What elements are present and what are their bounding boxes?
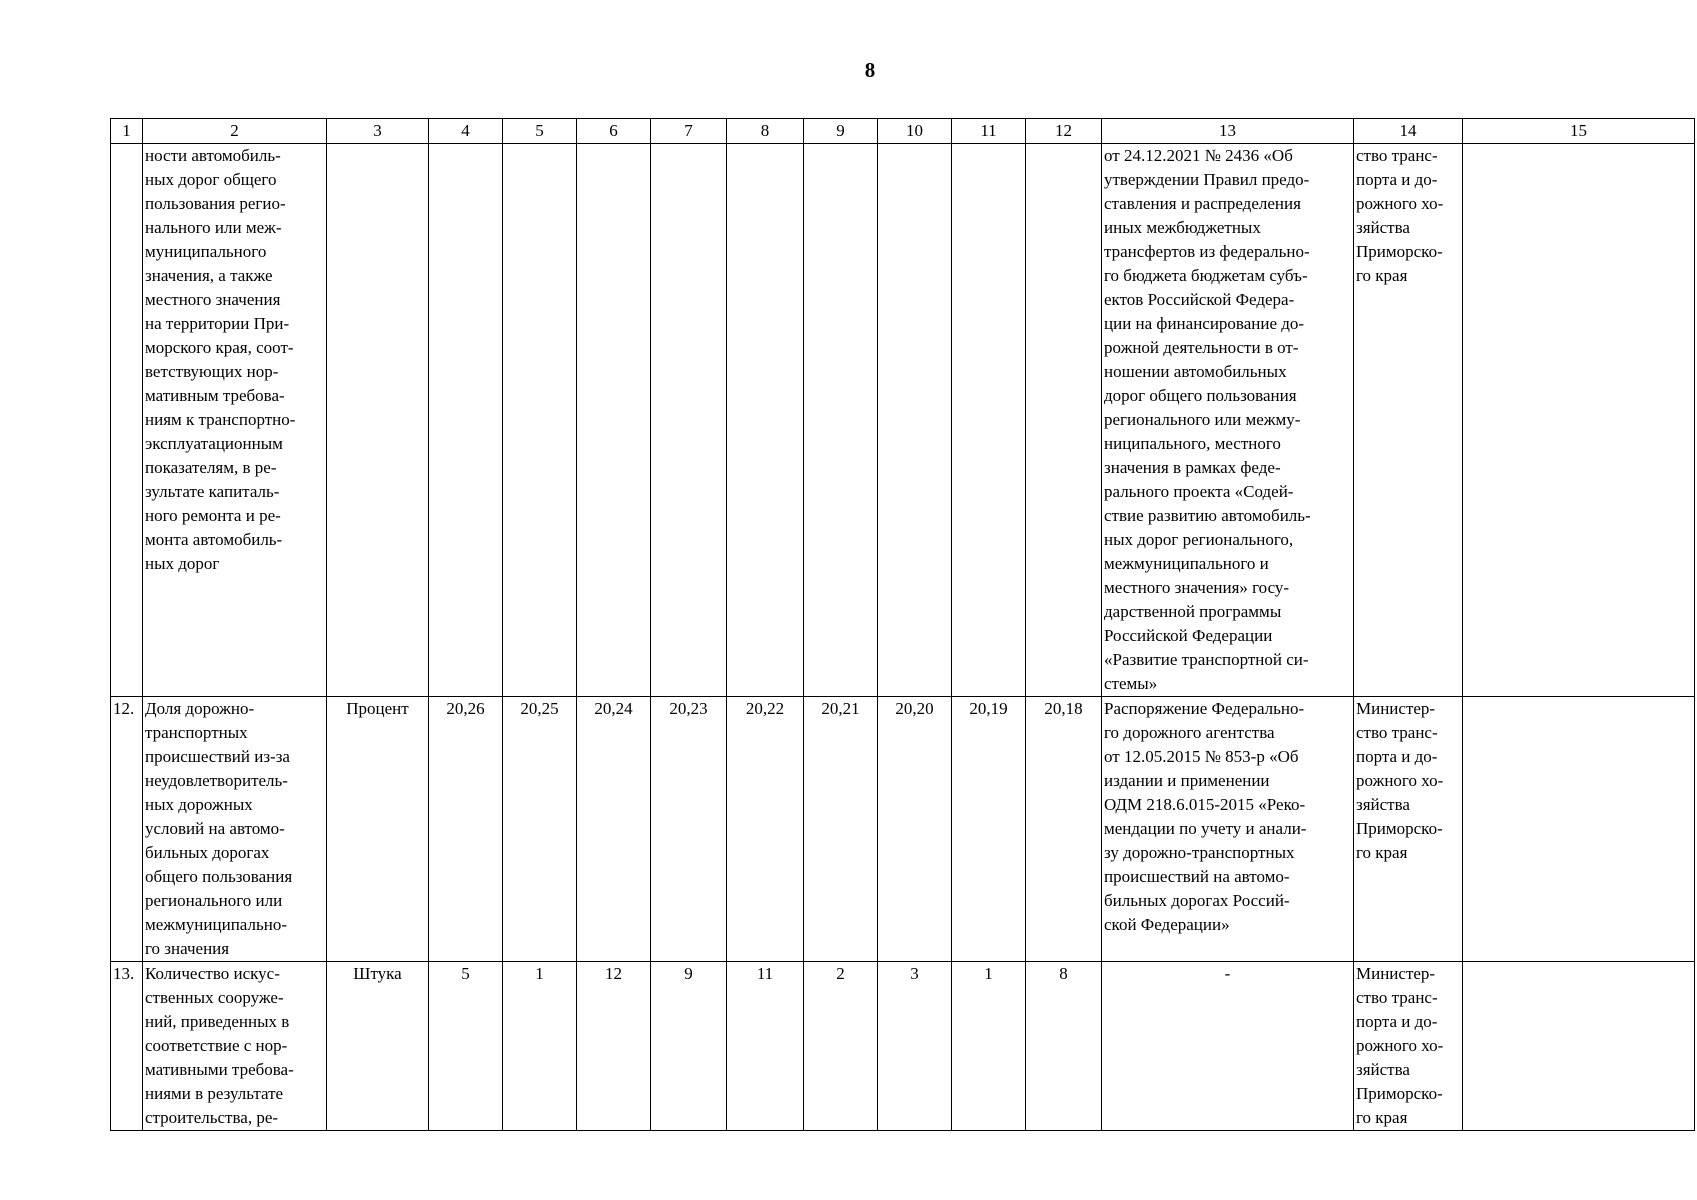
text-line: трансфертов из федерально- [1104, 242, 1310, 261]
value-cell: 20,22 [727, 697, 804, 962]
value-cell: 11 [727, 962, 804, 1131]
value-cell [878, 144, 952, 697]
text-line: местного значения [145, 290, 281, 309]
indicator-name-cell [143, 962, 327, 1131]
text-line: зяйства [1356, 218, 1410, 237]
text-line: бильных дорогах Россий- [1104, 891, 1290, 910]
text-line: Российской Федерации [1104, 626, 1273, 645]
text-line: ного ремонта и ре- [145, 506, 281, 525]
text-line: Доля дорожно- [145, 699, 255, 718]
text-line: Приморско- [1356, 242, 1443, 261]
text-line: го значения [145, 939, 230, 958]
text-line: ство транс- [1356, 723, 1438, 742]
text-line: зу дорожно-транспортных [1104, 843, 1295, 862]
text-line: ных дорог регионального, [1104, 530, 1294, 549]
text-line: - [1224, 964, 1231, 983]
text-line: ных дорожных [145, 795, 253, 814]
header-cell: 2 [143, 119, 327, 144]
text-line: мендации по учету и анали- [1104, 819, 1307, 838]
text-line: ных дорог общего [145, 170, 277, 189]
unit-cell: Процент [327, 697, 429, 962]
header-cell: 4 [429, 119, 503, 144]
value-cell: 9 [651, 962, 727, 1131]
responsible-cell [1354, 697, 1463, 962]
text-line: ство транс- [1356, 146, 1438, 165]
value-cell [727, 144, 804, 697]
header-cell: 6 [577, 119, 651, 144]
text-line: рожного хо- [1356, 1036, 1444, 1055]
text-line: ции на финансирование до- [1104, 314, 1305, 333]
text-line: го края [1356, 843, 1408, 862]
header-cell: 1 [111, 119, 143, 144]
text-line: эксплуатационным [145, 434, 283, 453]
text-line: го бюджета бюджетам субъ- [1104, 266, 1308, 285]
text-line: условий на автомо- [145, 819, 285, 838]
text-line: Министер- [1356, 964, 1436, 983]
text-line: го края [1356, 266, 1408, 285]
text-line: мативными требова- [145, 1060, 294, 1079]
header-cell: 7 [651, 119, 727, 144]
text-line: транспортных [145, 723, 248, 742]
text-line: ственных сооруже- [145, 988, 284, 1007]
header-cell: 9 [804, 119, 878, 144]
text-line: рального проекта «Содей- [1104, 482, 1294, 501]
value-cell [429, 144, 503, 697]
value-cell [503, 144, 577, 697]
text-line: порта и до- [1356, 170, 1438, 189]
text-line: издании и применении [1104, 771, 1270, 790]
text-line: неудовлетворитель- [145, 771, 288, 790]
text-line: местного значения» госу- [1104, 578, 1290, 597]
text-line: ниями в результате [145, 1084, 284, 1103]
header-cell: 3 [327, 119, 429, 144]
indicator-table [110, 118, 1695, 1131]
text-line: го дорожного агентства [1104, 723, 1275, 742]
text-line: показателям, в ре- [145, 458, 277, 477]
header-cell: 13 [1102, 119, 1354, 144]
text-line: межмуниципального и [1104, 554, 1269, 573]
text-line: ниям к транспортно- [145, 410, 296, 429]
text-line: муниципального [145, 242, 267, 261]
text-line: ности автомобиль- [145, 146, 281, 165]
text-line: зяйства [1356, 795, 1410, 814]
value-cell: 8 [1026, 962, 1102, 1131]
value-cell: 1 [952, 962, 1026, 1131]
table-row [111, 962, 1695, 1131]
text-line: происшествий из-за [145, 747, 290, 766]
row-number-cell: 13. [111, 962, 143, 1131]
indicator-name-cell [143, 697, 327, 962]
value-cell: 20,26 [429, 697, 503, 962]
value-cell: 1 [503, 962, 577, 1131]
value-cell: 5 [429, 962, 503, 1131]
text-line: Приморско- [1356, 1084, 1443, 1103]
text-line: строительства, ре- [145, 1108, 279, 1127]
header-cell: 10 [878, 119, 952, 144]
text-line: пользования регио- [145, 194, 286, 213]
value-cell: 12 [577, 962, 651, 1131]
text-line: ектов Российской Федера- [1104, 290, 1295, 309]
text-line: иных межбюджетных [1104, 218, 1261, 237]
value-cell [804, 144, 878, 697]
text-line: рожной деятельности в от- [1104, 338, 1299, 357]
value-cell [651, 144, 727, 697]
text-line: общего пользования [145, 867, 293, 886]
text-line: утверждении Правил предо- [1104, 170, 1310, 189]
table-row [111, 697, 1695, 962]
text-line: значения, а также [145, 266, 273, 285]
text-line: на территории При- [145, 314, 290, 333]
value-cell [1026, 144, 1102, 697]
header-cell: 11 [952, 119, 1026, 144]
text-line: ниципального, местного [1104, 434, 1281, 453]
row-number-cell [111, 144, 143, 697]
column-number-header [111, 119, 1695, 144]
text-line: ношении автомобильных [1104, 362, 1287, 381]
value-cell: 3 [878, 962, 952, 1131]
text-line: Министер- [1356, 699, 1436, 718]
text-line: происшествий на автомо- [1104, 867, 1290, 886]
row-number-cell: 12. [111, 697, 143, 962]
text-line: регионального или [145, 891, 283, 910]
value-cell: 20,21 [804, 697, 878, 962]
header-cell: 12 [1026, 119, 1102, 144]
responsible-cell [1354, 962, 1463, 1131]
text-line: регионального или межму- [1104, 410, 1301, 429]
value-cell: 20,20 [878, 697, 952, 962]
indicator-name-cell [143, 144, 327, 697]
text-line: бильных дорогах [145, 843, 270, 862]
value-cell: 20,19 [952, 697, 1026, 962]
text-line: ской Федерации» [1104, 915, 1230, 934]
text-line: рожного хо- [1356, 771, 1444, 790]
value-cell [952, 144, 1026, 697]
text-line: порта и до- [1356, 1012, 1438, 1031]
text-line: от 12.05.2015 № 853-р «Об [1104, 747, 1299, 766]
text-line: значения в рамках феде- [1104, 458, 1281, 477]
text-line: Распоряжение Федерально- [1104, 699, 1305, 718]
text-line: порта и до- [1356, 747, 1438, 766]
column-15-cell [1463, 697, 1695, 962]
text-line: стемы» [1104, 674, 1158, 693]
source-document-cell [1102, 962, 1354, 1131]
text-line: ных дорог [145, 554, 220, 573]
text-line: мативным требова- [145, 386, 285, 405]
header-cell: 8 [727, 119, 804, 144]
text-line: ставления и распределения [1104, 194, 1301, 213]
unit-cell: Штука [327, 962, 429, 1131]
table-body [111, 119, 1695, 1131]
text-line: морского края, соот- [145, 338, 294, 357]
text-line: ОДМ 218.6.015-2015 «Реко- [1104, 795, 1306, 814]
text-line: от 24.12.2021 № 2436 «Об [1104, 146, 1293, 165]
text-line: ний, приведенных в [145, 1012, 290, 1031]
text-line: рожного хо- [1356, 194, 1444, 213]
text-line: Приморско- [1356, 819, 1443, 838]
value-cell: 20,23 [651, 697, 727, 962]
text-line: межмуниципально- [145, 915, 287, 934]
responsible-cell [1354, 144, 1463, 697]
text-line: зультате капиталь- [145, 482, 280, 501]
text-line: Количество искус- [145, 964, 280, 983]
value-cell: 20,18 [1026, 697, 1102, 962]
header-cell: 5 [503, 119, 577, 144]
text-line: зяйства [1356, 1060, 1410, 1079]
value-cell: 20,25 [503, 697, 577, 962]
page-number: 8 [864, 58, 876, 82]
header-cell: 15 [1463, 119, 1695, 144]
text-line: го края [1356, 1108, 1408, 1127]
table-row [111, 144, 1695, 697]
column-15-cell [1463, 144, 1695, 697]
value-cell [577, 144, 651, 697]
column-15-cell [1463, 962, 1695, 1131]
text-line: нального или меж- [145, 218, 282, 237]
source-document-cell [1102, 697, 1354, 962]
text-line: дарственной программы [1104, 602, 1282, 621]
text-line: «Развитие транспортной си- [1104, 650, 1309, 669]
value-cell: 20,24 [577, 697, 651, 962]
value-cell: 2 [804, 962, 878, 1131]
text-line: соответствие с нор- [145, 1036, 288, 1055]
text-line: ствие развитию автомобиль- [1104, 506, 1311, 525]
unit-cell [327, 144, 429, 697]
text-line: дорог общего пользования [1104, 386, 1297, 405]
text-line: ство транс- [1356, 988, 1438, 1007]
header-cell: 14 [1354, 119, 1463, 144]
source-document-cell [1102, 144, 1354, 697]
text-line: ветствующих нор- [145, 362, 279, 381]
text-line: монта автомобиль- [145, 530, 283, 549]
